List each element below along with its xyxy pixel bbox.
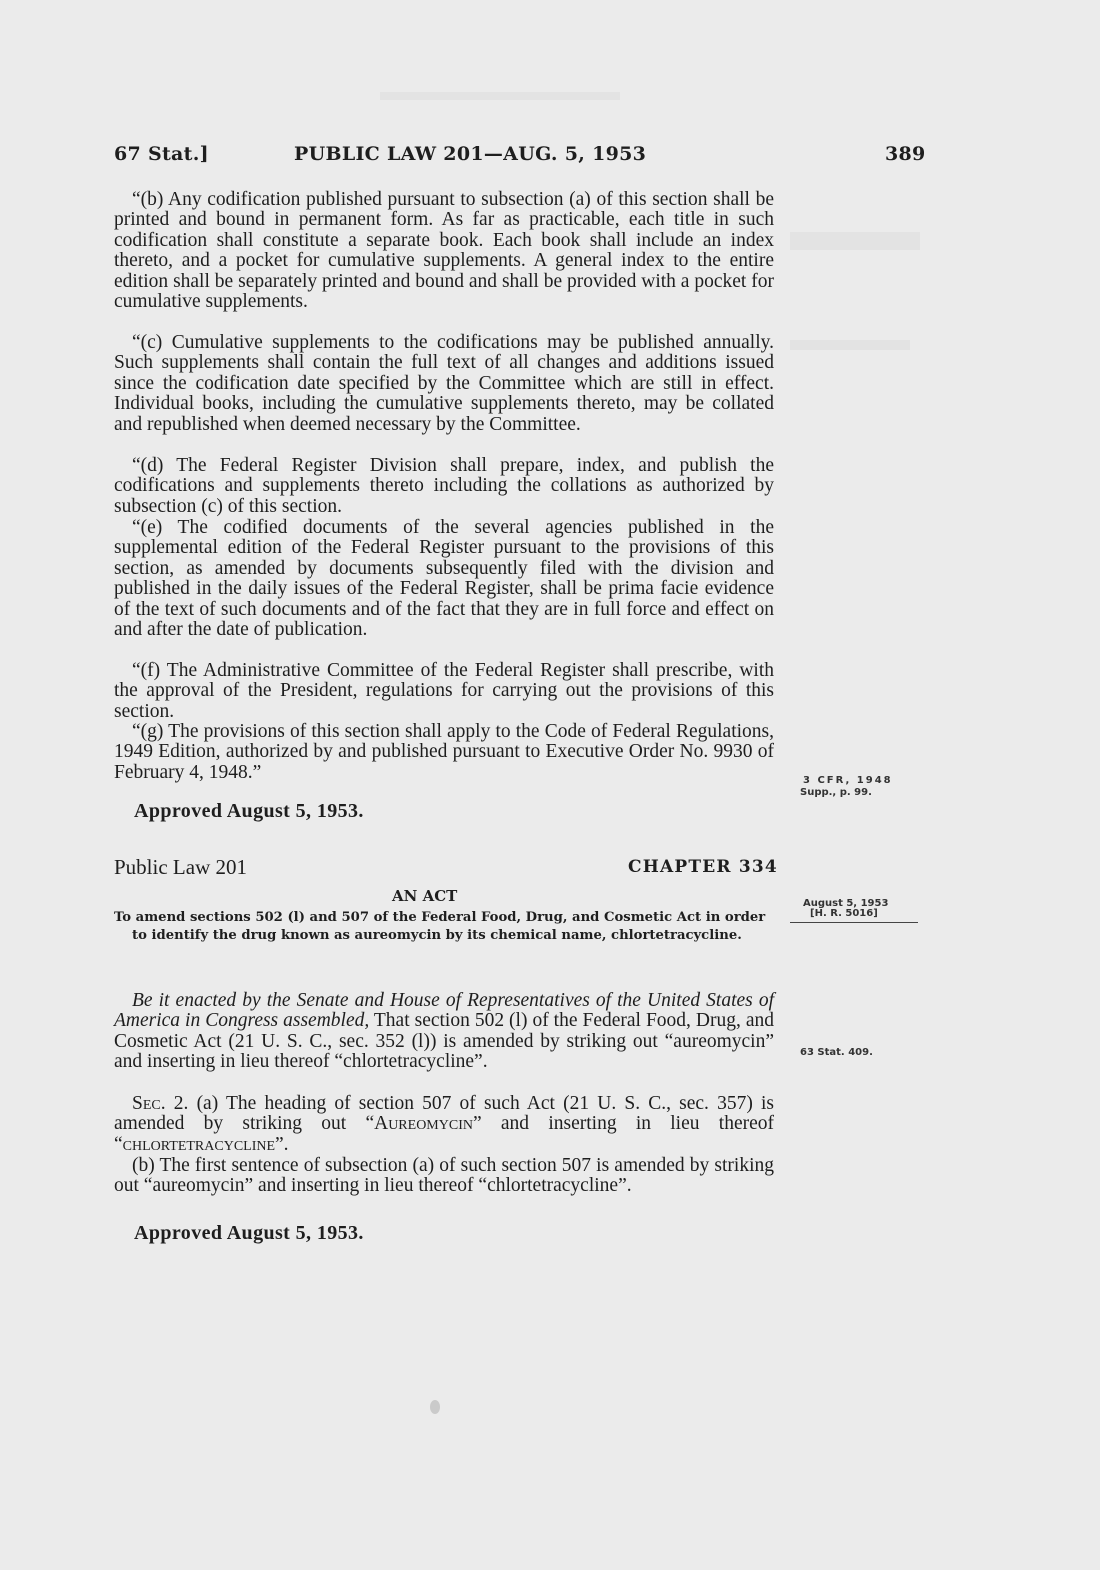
section-2-a: Sec. 2. (a) The heading of section 507 of such Act (21 U. S. C., sec. 357) is amended by striking out “Aureomycin” and inserting in lieu thereof “chlortetracycline”.: [114, 1093, 774, 1155]
subsection-b: “(b) Any codification published pursuant to subsection (a) of this section shall be printed and bound in permanent form. As far as practicable, each title in such codification shall constitute a separate book. Each book shall include an index thereto, and a pocket for cumulative supplements. A general index to the entire edition shall be separately printed and bound and shall be provided with a pocket for cumulative supplements.: [114, 189, 774, 313]
enacting-clause: Be it enacted by the Senate and House of Representatives of the United States of America in Congress assembled, That section 502 (l) of the Federal Food, Drug, and Cosmetic Act (21 U. S. C., sec. 352 (l)) is amended by striking out “aureomycin” and inserting in lieu thereof “chlortetracycline”.: [114, 990, 774, 1073]
subsection-f: “(f) The Administrative Committee of the Federal Register shall prescribe, with the approval of the President, regulations for carrying out the provisions of this section.: [114, 660, 774, 722]
margin-citation-supp: Supp., p. 99.: [800, 787, 872, 798]
page-number: 389: [885, 143, 926, 165]
margin-citation-cfr: 3 CFR, 1948: [803, 775, 893, 786]
margin-date: August 5, 1953: [803, 898, 889, 909]
section-2-b: (b) The first sentence of subsection (a) of such section 507 is amended by striking out “aureomycin” and inserting in lieu thereof “chlortetracycline”.: [114, 1155, 774, 1197]
running-header-left: 67 Stat.]: [114, 143, 209, 165]
chapter-number: CHAPTER 334: [628, 857, 778, 877]
subsection-g: “(g) The provisions of this section shall apply to the Code of Federal Regulations, 1949 Edition, authorized by and published pursuant to Executive Order No. 9930 of February 4, 1948.”: [114, 721, 774, 783]
approval-line-2: Approved August 5, 1953.: [134, 1222, 364, 1244]
margin-citation-stat: 63 Stat. 409.: [800, 1047, 873, 1058]
public-law-number: Public Law 201: [114, 855, 247, 879]
subsection-e: “(e) The codified documents of the several agencies published in the supplemental edition of the Federal Register pursuant to the provisions of this section, as amended by documents subsequently filed with the division and published in the daily issues of the Federal Register, shall be prima facie evidence of the text of such documents and of the fact that they are in full force and effect on and after the date of publication.: [114, 517, 774, 641]
margin-rule: [790, 922, 918, 923]
margin-bill-number: [H. R. 5016]: [810, 908, 878, 919]
subsection-c: “(c) Cumulative supplements to the codifications may be published annually. Such supplements shall contain the full text of all changes and additions issued since the codification date specified by the Committee which are still in effect. Individual books, including the cumulative supplements thereto, may be collated and republished when deemed necessary by the Committee.: [114, 332, 774, 435]
act-heading: AN ACT: [392, 887, 458, 905]
bleed-through-mark: [380, 92, 620, 100]
subsection-d: “(d) The Federal Register Division shall prepare, index, and publish the codifications and supplements thereto including the collations as authorized by subsection (c) of this section.: [114, 455, 774, 517]
approval-line-1: Approved August 5, 1953.: [134, 800, 364, 822]
running-header-title: PUBLIC LAW 201—AUG. 5, 1953: [294, 143, 647, 165]
bleed-through-mark: [790, 232, 920, 250]
ink-spot: [430, 1400, 440, 1414]
bleed-through-mark: [790, 340, 910, 350]
act-purpose: To amend sections 502 (l) and 507 of the Federal Food, Drug, and Cosmetic Act in order to identify the drug known as aureomycin by its chemical name, chlortetracycline.: [114, 910, 766, 943]
